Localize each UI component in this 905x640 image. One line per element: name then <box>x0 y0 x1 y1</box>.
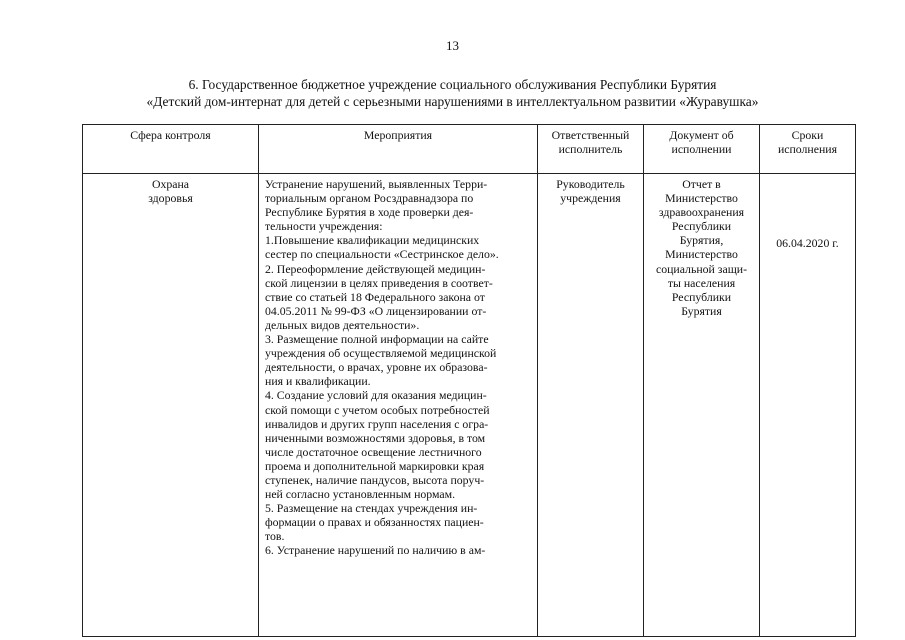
document-line: Министерство <box>665 191 738 206</box>
document-line: социальной защи- <box>655 261 748 276</box>
document-line: Республики <box>671 289 732 304</box>
document-line: Бурятия, <box>679 233 724 248</box>
measures-table <box>82 124 856 637</box>
measure-line: ствие со статьей 18 Федерального закона от <box>265 289 485 304</box>
table-header-row <box>83 125 856 174</box>
section-heading <box>60 76 845 110</box>
header-document <box>644 125 760 174</box>
measure-line: ния и квалификации. <box>265 374 371 389</box>
table-row <box>83 174 856 637</box>
cell-responsible <box>538 174 644 637</box>
document-line: ты населения <box>667 275 736 290</box>
measure-line: инвалидов и других групп населения с огра- <box>265 416 489 431</box>
measure-line: формации о правах и обязанностях пациен- <box>265 515 484 530</box>
measure-line: тов. <box>265 529 285 544</box>
header-responsible-line-1: Ответственный <box>551 128 630 142</box>
document-line: Министерство <box>665 247 738 262</box>
header-responsible <box>538 125 644 174</box>
measure-line: ней согласно установленным нормам. <box>265 487 456 502</box>
page-number: 13 <box>446 38 459 53</box>
measure-line: Устранение нарушений, выявленных Терри- <box>265 177 488 191</box>
measure-line: числе достаточное освещение лестничного <box>265 444 482 459</box>
document-line: Республики <box>671 219 732 234</box>
measure-line: ториальным органом Росздравнадзора по <box>265 191 474 206</box>
cell-sphere <box>83 174 259 637</box>
cell-deadline: 06.04.2020 г. <box>760 174 856 637</box>
heading-line-1: 6. Государственное бюджетное учреждение социального обслуживания Республики Бурятия <box>188 77 717 92</box>
header-deadline <box>760 125 856 174</box>
measure-line: дельных видов деятельности». <box>265 317 420 332</box>
header-sphere: Сфера контроля <box>83 125 259 174</box>
measure-line: учреждения об осуществляемой медицинской <box>265 346 497 361</box>
measure-line: ской помощи с учетом особых потребностей <box>265 402 490 417</box>
measure-line: ступенек, наличие пандусов, высота поруч- <box>265 472 485 487</box>
measure-line: деятельности, о врачах, уровне их образова- <box>265 360 488 375</box>
document-line: здравоохранения <box>658 205 745 220</box>
header-responsible-line-2: исполнитель <box>558 142 623 157</box>
measure-line: 2. Переоформление действующей медицин- <box>265 261 486 276</box>
header-document-line-1: Документ об <box>669 128 734 142</box>
header-deadline-line-1: Сроки <box>791 128 824 142</box>
measure-line: 6. Устранение нарушений по наличию в ам- <box>265 543 486 558</box>
responsible-line-2: учреждения <box>560 191 621 206</box>
header-measures: Мероприятия <box>259 125 538 174</box>
measure-line: проема и дополнительной маркировки края <box>265 458 485 473</box>
sphere-line-1: Охрана <box>151 177 190 191</box>
measure-line: 5. Размещение на стендах учреждения ин- <box>265 501 478 516</box>
measure-line: тельности учреждения: <box>265 219 383 234</box>
measure-line: ниченными возможностями здоровья, в том <box>265 430 486 445</box>
heading-line-2: «Детский дом-интернат для детей с серьезными нарушениями в интеллектуальном развитии «Журавушка» <box>146 94 759 109</box>
document-line: Отчет в <box>682 177 721 191</box>
responsible-line-1: Руководитель <box>556 177 625 191</box>
sphere-line-2: здоровья <box>148 191 193 206</box>
measure-line: 1.Повышение квалификации медицинских <box>265 233 480 248</box>
measure-line: ской лицензии в целях приведения в соответ- <box>265 275 493 290</box>
measure-line: 4. Создание условий для оказания медицин- <box>265 388 487 403</box>
header-document-line-2: исполнении <box>671 142 732 157</box>
header-deadline-line-2: исполнения <box>777 142 838 157</box>
measure-line: 04.05.2011 № 99-ФЗ «О лицензировании от- <box>265 303 487 318</box>
measure-line: Республике Бурятия в ходе проверки дея- <box>265 205 474 220</box>
document-line: Бурятия <box>681 303 722 318</box>
cell-measures <box>259 174 538 637</box>
cell-document <box>644 174 760 637</box>
measure-line: сестер по специальности «Сестринское дело». <box>265 247 499 262</box>
measure-line: 3. Размещение полной информации на сайте <box>265 332 489 347</box>
